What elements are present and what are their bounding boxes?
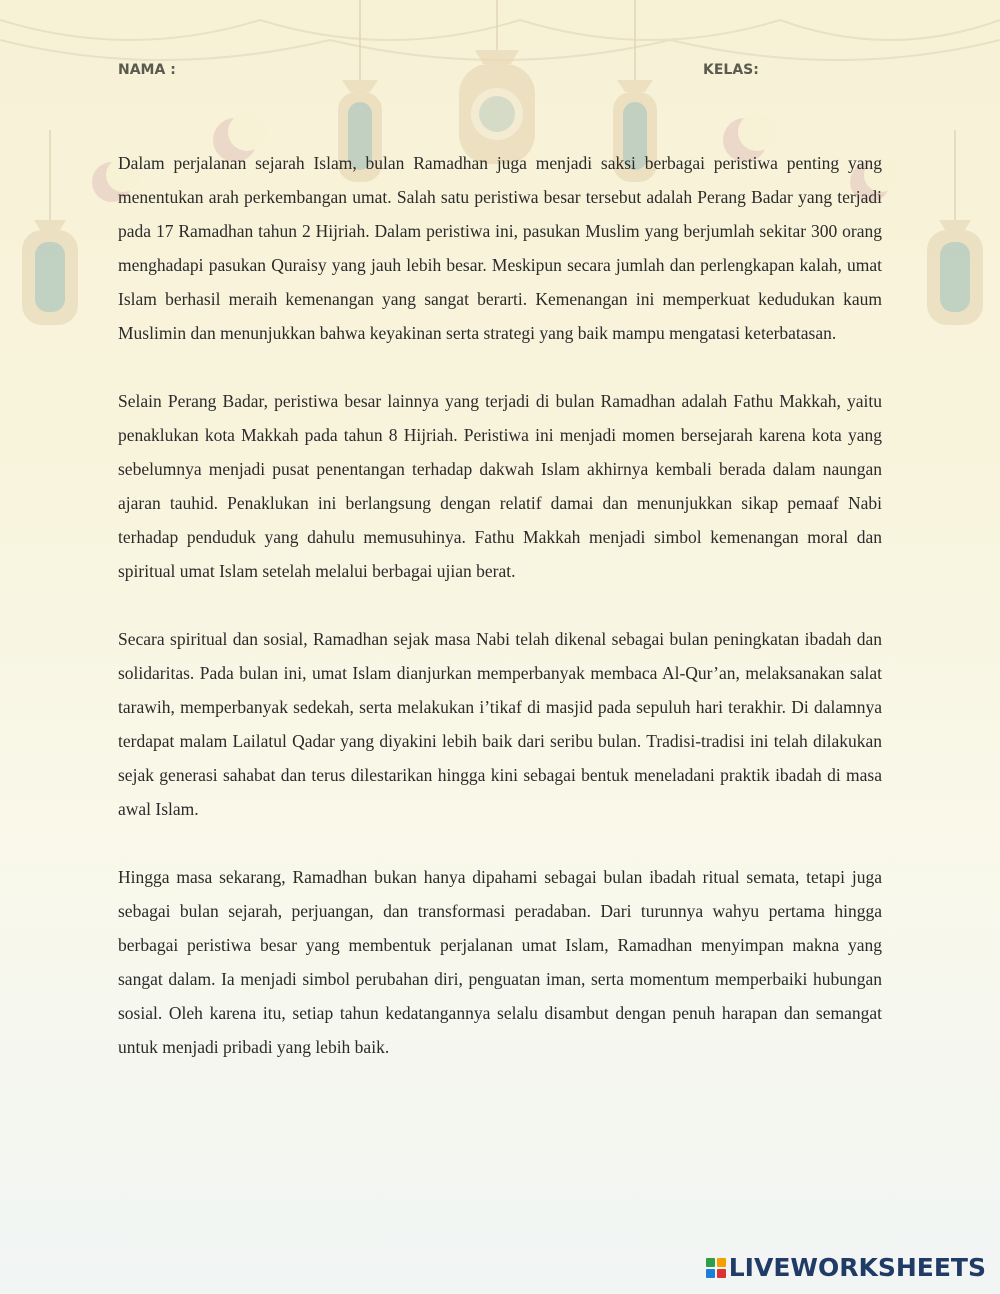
class-label: KELAS: [703, 62, 759, 78]
logo-grid-cell [706, 1258, 715, 1267]
logo-grid-cell [706, 1269, 715, 1278]
article-body [118, 146, 882, 1098]
paragraph-1: Dalam perjalanan sejarah Islam, bulan Ramadhan juga menjadi saksi berbagai peristiwa penting yang menentukan arah perkembangan umat. Salah satu peristiwa besar tersebut adalah Perang Badar yang terjadi pada 17 Ramadhan tahun 2 Hijriah. Dalam peristiwa ini, pasukan Muslim yang berjumlah sekitar 300 orang menghadapi pasukan Quraisy yang jauh lebih besar. Meskipun secara jumlah dan perlengkapan kalah, umat Islam berhasil meraih kemenangan yang sangat berarti. Kemenangan ini memperkuat kedudukan kaum Muslimin dan menunjukkan bahwa keyakinan serta strategi yang baik mampu mengatasi keterbatasan. [118, 153, 882, 343]
liveworksheets-logo[interactable] [706, 1253, 986, 1282]
paragraph-3: Secara spiritual dan sosial, Ramadhan sejak masa Nabi telah dikenal sebagai bulan peningkatan ibadah dan solidaritas. Pada bulan ini, umat Islam dianjurkan memperbanyak membaca Al-Qur’an, melaksanakan salat tarawih, memperbanyak sedekah, serta melakukan i’tikaf di masjid pada sepuluh hari terakhir. Di dalamnya terdapat malam Lailatul Qadar yang diyakini lebih baik dari seribu bulan. Tradisi-tradisi ini telah dilakukan sejak generasi sahabat dan terus dilestarikan hingga kini sebagai bentuk meneladani praktik ibadah di masa awal Islam. [118, 629, 882, 819]
name-label: NAMA : [118, 62, 176, 78]
logo-grid-icon [706, 1258, 726, 1278]
paragraph-2: Selain Perang Badar, peristiwa besar lainnya yang terjadi di bulan Ramadhan adalah Fathu Makkah, yaitu penaklukan kota Makkah pada tahun 8 Hijriah. Peristiwa ini menjadi momen bersejarah karena kota yang sebelumnya menjadi pusat penentangan terhadap dakwah Islam akhirnya kembali berada dalam naungan ajaran tauhid. Penaklukan ini berlangsung dengan relatif damai dan menunjukkan sikap pemaaf Nabi terhadap penduduk yang dahulu memusuhinya. Fathu Makkah menjadi simbol kemenangan moral dan spiritual umat Islam setelah melalui berbagai ujian berat. [118, 391, 882, 581]
logo-grid-cell [717, 1258, 726, 1267]
paragraph-4: Hingga masa sekarang, Ramadhan bukan hanya dipahami sebagai bulan ibadah ritual semata, tetapi juga sebagai bulan sejarah, perjuangan, dan transformasi peradaban. Dari turunnya wahyu pertama hingga berbagai peristiwa besar yang membentuk perjalanan umat Islam, Ramadhan menyimpan makna yang sangat dalam. Ia menjadi simbol perubahan diri, penguatan iman, serta momentum memperbaiki hubungan sosial. Oleh karena itu, setiap tahun kedatangannya selalu disambut dengan penuh harapan dan semangat untuk menjadi pribadi yang lebih baik. [118, 867, 882, 1057]
logo-grid-cell [717, 1269, 726, 1278]
logo-text: LIVEWORKSHEETS [728, 1253, 986, 1282]
